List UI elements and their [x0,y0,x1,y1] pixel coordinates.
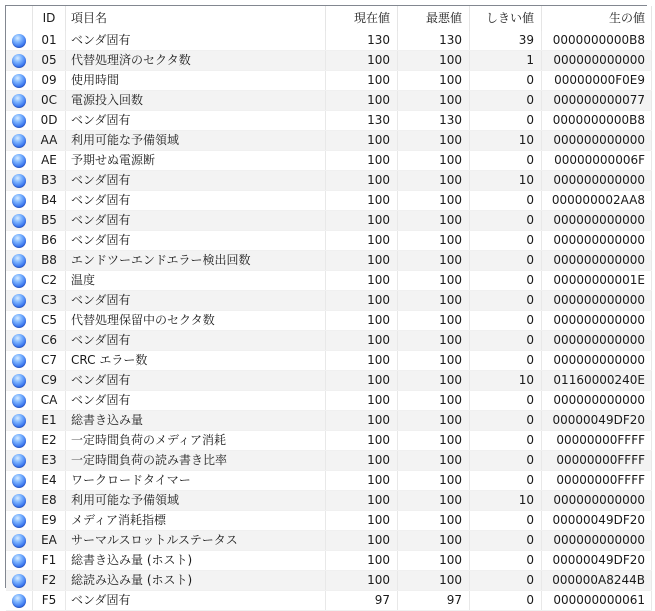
current-cell: 100 [326,551,398,571]
name-cell: ベンダ固有 [66,371,326,391]
current-cell: 100 [326,131,398,151]
name-cell: 一定時間負荷のメディア消耗 [66,431,326,451]
raw-cell: 000000000000 [542,171,652,191]
table-row[interactable] [6,371,652,391]
table-row[interactable] [6,391,652,411]
name-cell: ベンダ固有 [66,591,326,611]
worst-cell: 100 [398,171,470,191]
blue-orb-icon [12,534,26,548]
blue-orb-icon [12,454,26,468]
raw-cell: 000000000000 [542,211,652,231]
table-row[interactable] [6,311,652,331]
raw-cell: 000000000061 [542,591,652,611]
current-cell: 100 [326,351,398,371]
id-cell: F5 [33,591,66,611]
threshold-cell: 10 [470,131,542,151]
name-cell: ベンダ固有 [66,231,326,251]
raw-cell: 00000000FFFF [542,431,652,451]
blue-orb-icon [12,354,26,368]
id-cell: C6 [33,331,66,351]
table-row[interactable] [6,211,652,231]
id-cell: C7 [33,351,66,371]
id-cell: 05 [33,51,66,71]
status-cell [6,271,33,291]
worst-cell: 100 [398,291,470,311]
current-cell: 100 [326,371,398,391]
worst-cell: 100 [398,211,470,231]
table-row[interactable] [6,531,652,551]
id-cell: E4 [33,471,66,491]
worst-cell: 100 [398,51,470,71]
status-cell [6,471,33,491]
table-row[interactable] [6,251,652,271]
raw-cell: 000000000000 [542,251,652,271]
id-cell: F2 [33,571,66,591]
blue-orb-icon [12,254,26,268]
raw-cell: 000000000000 [542,131,652,151]
threshold-cell: 0 [470,531,542,551]
table-row[interactable] [6,431,652,451]
table-row[interactable] [6,191,652,211]
table-row[interactable] [6,31,652,51]
blue-orb-icon [12,394,26,408]
raw-cell: 000000000000 [542,311,652,331]
column-header-threshold[interactable]: しきい値 [470,6,542,31]
id-cell: B8 [33,251,66,271]
worst-cell: 100 [398,451,470,471]
id-cell: CA [33,391,66,411]
threshold-cell: 0 [470,191,542,211]
id-cell: C9 [33,371,66,391]
name-cell: ベンダ固有 [66,291,326,311]
current-cell: 100 [326,431,398,451]
table-row[interactable] [6,331,652,351]
worst-cell: 100 [398,531,470,551]
status-cell [6,71,33,91]
name-cell: エンドツーエンドエラー検出回数 [66,251,326,271]
table-row[interactable] [6,111,652,131]
id-cell: E1 [33,411,66,431]
current-cell: 100 [326,211,398,231]
current-cell: 130 [326,111,398,131]
raw-cell: 000000000000 [542,391,652,411]
name-cell: ベンダ固有 [66,111,326,131]
threshold-cell: 0 [470,431,542,451]
status-cell [6,151,33,171]
status-cell [6,171,33,191]
column-header-id[interactable]: ID [33,6,66,31]
name-cell: 代替処理保留中のセクタ数 [66,311,326,331]
blue-orb-icon [12,574,26,588]
threshold-cell: 0 [470,311,542,331]
name-cell: ベンダ固有 [66,191,326,211]
blue-orb-icon [12,234,26,248]
id-cell: AE [33,151,66,171]
table-row[interactable] [6,491,652,511]
blue-orb-icon [12,74,26,88]
worst-cell: 100 [398,491,470,511]
status-cell [6,251,33,271]
current-cell: 130 [326,31,398,51]
status-cell [6,411,33,431]
worst-cell: 100 [398,271,470,291]
blue-orb-icon [12,214,26,228]
threshold-cell: 0 [470,91,542,111]
raw-cell: 000000000000 [542,351,652,371]
name-cell: ベンダ固有 [66,391,326,411]
id-cell: 01 [33,31,66,51]
raw-cell: 000000000000 [542,231,652,251]
name-cell: 総書き込み量 [66,411,326,431]
worst-cell: 100 [398,311,470,331]
status-cell [6,451,33,471]
current-cell: 100 [326,91,398,111]
worst-cell: 100 [398,511,470,531]
status-cell [6,31,33,51]
status-cell [6,491,33,511]
current-cell: 100 [326,571,398,591]
blue-orb-icon [12,414,26,428]
id-cell: 0D [33,111,66,131]
status-cell [6,511,33,531]
current-cell: 100 [326,331,398,351]
name-cell: 電源投入回数 [66,91,326,111]
raw-cell: 00000049DF20 [542,511,652,531]
name-cell: 総書き込み量 (ホスト) [66,551,326,571]
current-cell: 100 [326,511,398,531]
column-header-name[interactable]: 項目名 [66,6,326,31]
worst-cell: 100 [398,231,470,251]
name-cell: ベンダ固有 [66,331,326,351]
table-row[interactable] [6,271,652,291]
raw-cell: 00000000FFFF [542,471,652,491]
raw-cell: 000000000000 [542,531,652,551]
threshold-cell: 0 [470,291,542,311]
blue-orb-icon [12,514,26,528]
raw-cell: 00000000F0E9 [542,71,652,91]
worst-cell: 100 [398,371,470,391]
raw-cell: 00000049DF20 [542,411,652,431]
name-cell: 代替処理済のセクタ数 [66,51,326,71]
worst-cell: 100 [398,411,470,431]
blue-orb-icon [12,54,26,68]
table-row[interactable] [6,231,652,251]
blue-orb-icon [12,134,26,148]
name-cell: 利用可能な予備領域 [66,491,326,511]
table-row[interactable] [6,51,652,71]
table-row[interactable] [6,291,652,311]
status-cell [6,591,33,611]
id-cell: EA [33,531,66,551]
worst-cell: 100 [398,391,470,411]
current-cell: 100 [326,491,398,511]
raw-cell: 0000000000B8 [542,31,652,51]
worst-cell: 100 [398,71,470,91]
threshold-cell: 0 [470,411,542,431]
table-row[interactable] [6,131,652,151]
status-cell [6,431,33,451]
threshold-cell: 0 [470,551,542,571]
name-cell: サーマルスロットルステータス [66,531,326,551]
current-cell: 100 [326,531,398,551]
threshold-cell: 0 [470,511,542,531]
worst-cell: 130 [398,31,470,51]
id-cell: E9 [33,511,66,531]
raw-cell: 000000000077 [542,91,652,111]
id-cell: E3 [33,451,66,471]
id-cell: E8 [33,491,66,511]
threshold-cell: 10 [470,171,542,191]
threshold-cell: 0 [470,71,542,91]
raw-cell: 01160000240E [542,371,652,391]
blue-orb-icon [12,34,26,48]
table-row[interactable] [6,151,652,171]
raw-cell: 000000A8244B [542,571,652,591]
threshold-cell: 0 [470,151,542,171]
id-cell: C3 [33,291,66,311]
threshold-cell: 0 [470,391,542,411]
current-cell: 100 [326,151,398,171]
status-cell [6,291,33,311]
table-row[interactable] [6,71,652,91]
table-row[interactable] [6,511,652,531]
raw-cell: 00000000006F [542,151,652,171]
worst-cell: 130 [398,111,470,131]
blue-orb-icon [12,494,26,508]
raw-cell: 00000000FFFF [542,451,652,471]
current-cell: 100 [326,251,398,271]
table-row[interactable] [6,411,652,431]
id-cell: AA [33,131,66,151]
table-row[interactable] [6,91,652,111]
status-cell [6,231,33,251]
blue-orb-icon [12,194,26,208]
table-row[interactable] [6,551,652,571]
threshold-cell: 39 [470,31,542,51]
status-cell [6,51,33,71]
status-cell [6,331,33,351]
status-cell [6,551,33,571]
name-cell: ベンダ固有 [66,31,326,51]
blue-orb-icon [12,154,26,168]
raw-cell: 000000002AA8 [542,191,652,211]
status-cell [6,571,33,591]
blue-orb-icon [12,274,26,288]
status-cell [6,191,33,211]
threshold-cell: 0 [470,211,542,231]
worst-cell: 100 [398,351,470,371]
name-cell: 総読み込み量 (ホスト) [66,571,326,591]
name-cell: CRC エラー数 [66,351,326,371]
current-cell: 100 [326,311,398,331]
blue-orb-icon [12,434,26,448]
current-cell: 100 [326,191,398,211]
current-cell: 100 [326,391,398,411]
raw-cell: 000000000000 [542,51,652,71]
blue-orb-icon [12,174,26,188]
status-cell [6,351,33,371]
name-cell: ベンダ固有 [66,171,326,191]
worst-cell: 100 [398,91,470,111]
status-cell [6,391,33,411]
status-cell [6,211,33,231]
threshold-cell: 10 [470,491,542,511]
blue-orb-icon [12,554,26,568]
blue-orb-icon [12,334,26,348]
name-cell: 温度 [66,271,326,291]
table-row[interactable] [6,451,652,471]
blue-orb-icon [12,594,26,608]
worst-cell: 100 [398,471,470,491]
id-cell: E2 [33,431,66,451]
table-row[interactable] [6,471,652,491]
table-row[interactable] [6,591,652,611]
current-cell: 100 [326,71,398,91]
id-cell: B4 [33,191,66,211]
status-cell [6,311,33,331]
blue-orb-icon [12,474,26,488]
raw-cell: 000000000000 [542,491,652,511]
worst-cell: 100 [398,151,470,171]
status-cell [6,111,33,131]
table-row[interactable] [6,351,652,371]
current-cell: 100 [326,271,398,291]
worst-cell: 100 [398,251,470,271]
status-cell [6,531,33,551]
threshold-cell: 0 [470,471,542,491]
threshold-cell: 0 [470,451,542,471]
id-cell: C2 [33,271,66,291]
blue-orb-icon [12,114,26,128]
id-cell: 09 [33,71,66,91]
blue-orb-icon [12,94,26,108]
raw-cell: 00000000001E [542,271,652,291]
worst-cell: 100 [398,331,470,351]
threshold-cell: 0 [470,271,542,291]
current-cell: 97 [326,591,398,611]
current-cell: 100 [326,471,398,491]
current-cell: 100 [326,451,398,471]
status-cell [6,371,33,391]
name-cell: 使用時間 [66,71,326,91]
threshold-cell: 1 [470,51,542,71]
status-cell [6,131,33,151]
threshold-cell: 0 [470,231,542,251]
column-header-current[interactable]: 現在値 [326,6,398,31]
raw-cell: 000000000000 [542,331,652,351]
worst-cell: 100 [398,571,470,591]
worst-cell: 100 [398,551,470,571]
worst-cell: 100 [398,131,470,151]
table-row[interactable] [6,571,652,591]
threshold-cell: 10 [470,371,542,391]
raw-cell: 0000000000B8 [542,111,652,131]
name-cell: ベンダ固有 [66,211,326,231]
raw-cell: 000000000000 [542,291,652,311]
threshold-cell: 0 [470,591,542,611]
name-cell: 利用可能な予備領域 [66,131,326,151]
table-row[interactable] [6,171,652,191]
current-cell: 100 [326,171,398,191]
threshold-cell: 0 [470,331,542,351]
name-cell: 予期せぬ電源断 [66,151,326,171]
threshold-cell: 0 [470,571,542,591]
threshold-cell: 0 [470,111,542,131]
id-cell: 0C [33,91,66,111]
current-cell: 100 [326,411,398,431]
current-cell: 100 [326,231,398,251]
column-header-status[interactable] [6,6,33,31]
name-cell: 一定時間負荷の読み書き比率 [66,451,326,471]
worst-cell: 100 [398,431,470,451]
id-cell: B5 [33,211,66,231]
current-cell: 100 [326,291,398,311]
smart-attributes-list[interactable] [5,5,647,607]
id-cell: C5 [33,311,66,331]
table-header-row [6,6,652,31]
blue-orb-icon [12,294,26,308]
name-cell: ワークロードタイマー [66,471,326,491]
id-cell: B3 [33,171,66,191]
status-cell [6,91,33,111]
current-cell: 100 [326,51,398,71]
blue-orb-icon [12,314,26,328]
name-cell: メディア消耗指標 [66,511,326,531]
column-header-raw[interactable]: 生の値 [542,6,652,31]
id-cell: F1 [33,551,66,571]
column-header-worst[interactable]: 最悪値 [398,6,470,31]
threshold-cell: 0 [470,351,542,371]
blue-orb-icon [12,374,26,388]
id-cell: B6 [33,231,66,251]
worst-cell: 97 [398,591,470,611]
worst-cell: 100 [398,191,470,211]
smart-table [6,6,652,611]
raw-cell: 00000049DF20 [542,551,652,571]
threshold-cell: 0 [470,251,542,271]
